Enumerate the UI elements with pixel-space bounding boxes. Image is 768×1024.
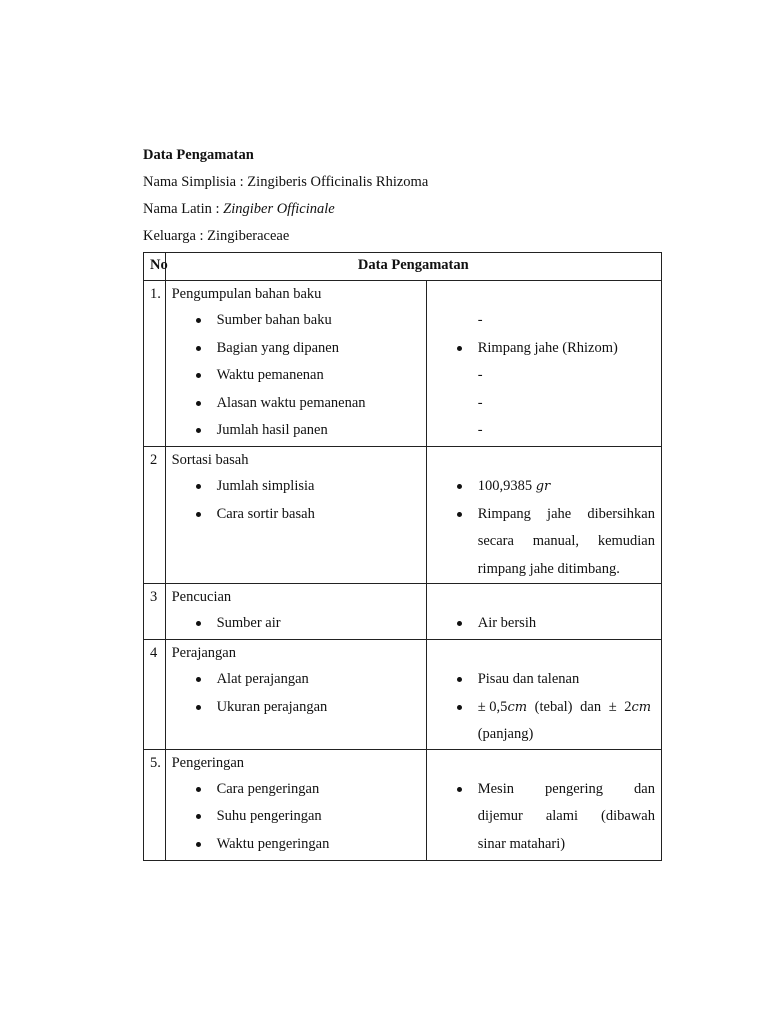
- document-page: [143, 142, 663, 861]
- value-text: (panjang): [477, 726, 534, 742]
- table-row: [144, 281, 662, 447]
- row-values-cell: [426, 640, 661, 750]
- row-items-cell: [165, 447, 426, 584]
- bullet-icon: [196, 401, 201, 406]
- bullet-icon: [457, 512, 462, 517]
- item-list: [172, 666, 420, 721]
- row-no: 3: [144, 584, 166, 640]
- bullet-icon: [196, 484, 201, 489]
- value-text: -: [477, 394, 483, 411]
- item-list: [172, 776, 420, 859]
- row-label: Sortasi basah: [171, 452, 249, 468]
- list-item: Waktu pengeringan: [172, 831, 420, 859]
- bullet-icon: [196, 787, 201, 792]
- bullet-icon: [457, 346, 462, 351]
- value-text: sinar matahari): [477, 835, 566, 852]
- row-values-cell: [426, 447, 661, 584]
- list-item: Alat perajangan: [172, 666, 420, 694]
- value-text: dijemur alami (dibawah: [477, 808, 655, 824]
- value-text: -: [477, 422, 483, 438]
- value-item: ± 0,5cm (tebal) dan ± 2cm: [433, 694, 655, 722]
- list-item: Ukuran perajangan: [172, 694, 420, 722]
- bullet-icon: [457, 621, 462, 626]
- row-values-cell: [426, 584, 661, 640]
- item-list: [172, 307, 420, 445]
- row-label: Perajangan: [171, 645, 236, 661]
- bullet-icon: [196, 512, 201, 517]
- header-data-pengamatan: Data Pengamatan: [165, 253, 661, 281]
- row-no: 2: [144, 447, 166, 584]
- nama-latin-value: Zingiber Officinale: [223, 201, 335, 217]
- row-label: Pengumpulan bahan baku: [171, 286, 322, 302]
- table-row: [144, 584, 662, 640]
- value-item: Air bersih: [433, 610, 655, 638]
- bullet-icon: [196, 318, 201, 323]
- list-item: Sumber air: [172, 610, 420, 638]
- table-row: [144, 640, 662, 750]
- nama-latin-label: Nama Latin :: [143, 201, 224, 217]
- row-items-cell: [165, 584, 426, 640]
- list-item: Sumber bahan baku: [172, 307, 420, 335]
- bullet-icon: [196, 621, 201, 626]
- row-items-cell: [165, 749, 426, 860]
- header-no: No: [144, 253, 166, 281]
- keluarga: Keluarga : Zingiberaceae: [143, 228, 290, 244]
- list-item: Cara sortir basah: [172, 501, 420, 529]
- nama-simplisia: Nama Simplisia : Zingiberis Officinalis Rhizoma: [143, 174, 429, 190]
- observation-table: [143, 252, 662, 861]
- list-item: Suhu pengeringan: [172, 803, 420, 831]
- bullet-icon: [196, 814, 201, 819]
- section-heading: Data Pengamatan: [143, 147, 254, 163]
- list-item: Cara pengeringan: [172, 776, 420, 804]
- value-text: secara manual, kemudian: [477, 533, 655, 549]
- list-item: Bagian yang dipanen: [172, 335, 420, 363]
- bullet-icon: [196, 428, 201, 433]
- list-item: Jumlah simplisia: [172, 473, 420, 501]
- value-text: -: [477, 367, 483, 383]
- row-label: Pengeringan: [171, 754, 245, 771]
- bullet-icon: [196, 677, 201, 682]
- table-row: [144, 447, 662, 584]
- bullet-icon: [457, 677, 462, 682]
- list-item: Waktu pemanenan: [172, 362, 420, 390]
- table-header-row: [144, 253, 662, 281]
- bullet-icon: [457, 705, 462, 710]
- table-row: [144, 749, 662, 860]
- row-items-cell: [165, 640, 426, 750]
- row-label: Pencucian: [171, 589, 232, 605]
- list-item: Alasan waktu pemanenan: [172, 390, 420, 418]
- row-no: 5.: [144, 749, 166, 860]
- item-list: [172, 473, 420, 528]
- nama-latin: [143, 196, 663, 223]
- bullet-icon: [196, 346, 201, 351]
- value-item: 100,9385 gr: [433, 473, 655, 501]
- value-item: Pisau dan talenan: [433, 666, 655, 694]
- item-list: [172, 610, 420, 638]
- bullet-icon: [457, 787, 462, 792]
- value-item: Rimpang jahe dibersihkan: [433, 501, 655, 529]
- value-text: -: [477, 312, 483, 328]
- row-no: 4: [144, 640, 166, 750]
- value-item: Rimpang jahe (Rhizom): [433, 335, 655, 363]
- value-text: rimpang jahe ditimbang.: [477, 560, 620, 577]
- row-no: 1.: [144, 281, 166, 447]
- bullet-icon: [196, 373, 201, 378]
- row-items-cell: [165, 281, 426, 447]
- bullet-icon: [457, 484, 462, 489]
- bullet-icon: [196, 705, 201, 710]
- list-item: Jumlah hasil panen: [172, 417, 420, 445]
- bullet-icon: [196, 842, 201, 847]
- row-values-cell: [426, 749, 661, 860]
- value-item: Mesin pengering dan: [433, 776, 655, 804]
- row-values-cell: [426, 281, 661, 447]
